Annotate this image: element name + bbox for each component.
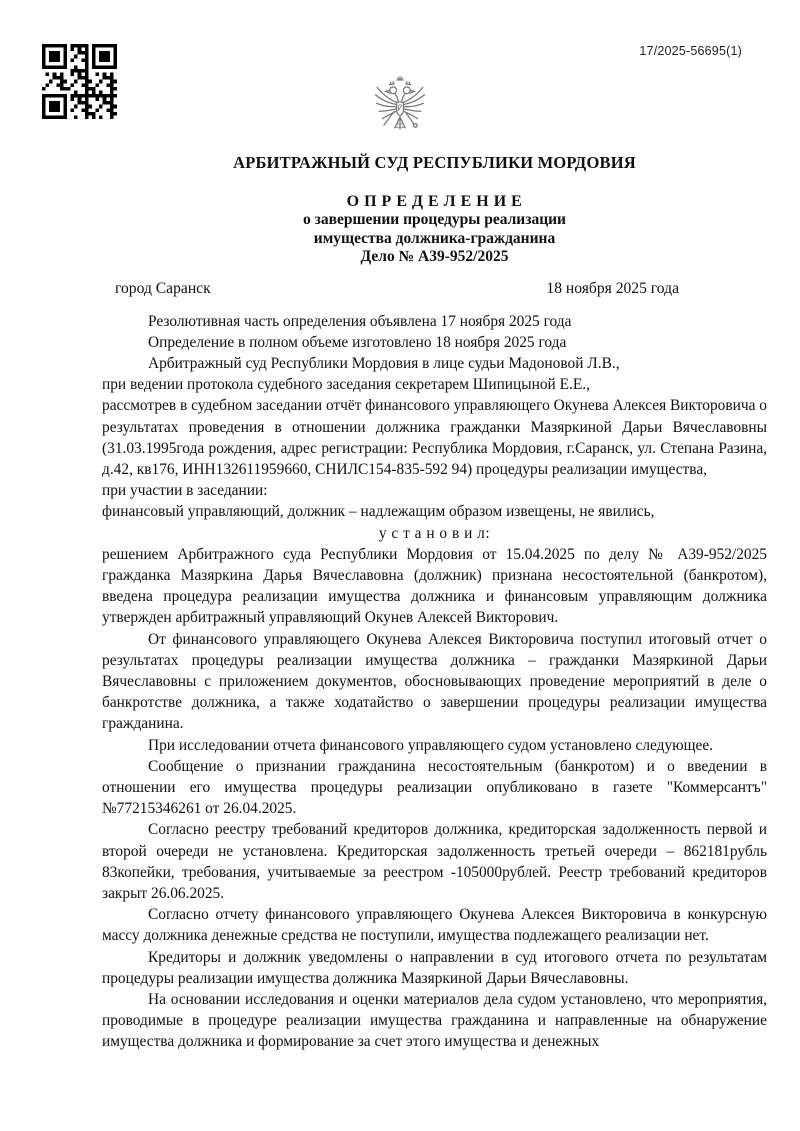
court-name: АРБИТРАЖНЫЙ СУД РЕСПУБЛИКИ МОРДОВИЯ — [233, 153, 636, 172]
body-paragraph: Резолютивная часть определения объявлена 17 ноября 2025 года — [148, 312, 572, 330]
body-paragraph: рассмотрев в судебном заседании отчёт финансового управляющего Окунева Алексея Викторовича о результатах проведения в отношении должника гражданки Мазяркиной Дарьи Вячеславовны (31.03.1995года рождения, адрес регистрации: Республика Мордовия, г.Саранск, ул. Степана Разина, д.42, кв176, ИНН132611959660, СНИЛС154-835-592 94) процедуры реализации имущества, — [102, 397, 767, 478]
document-subtitle-line1: о завершении процедуры реализации — [303, 211, 566, 228]
place-label: город Саранск — [115, 279, 211, 297]
coat-of-arms-icon — [0, 76, 800, 155]
body-paragraph: Определение в полном объеме изготовлено 18 ноября 2025 года — [148, 333, 567, 351]
body-paragraph: Сообщение о признании гражданина несостоятельным (банкротом) и о введении в отношении его имущества процедуры реализации опубликовано в газете "Коммерсантъ" №77215346261 от 26.04.2025. — [102, 757, 767, 818]
body-paragraph: На основании исследования и оценки материалов дела судом установлено, что мероприятия, проводимые в процедуре реализации имущества гражданина и направленные на обнаружение имущества должника и формирование за счет этого имущества и денежных — [102, 991, 767, 1051]
document-type: О П Р Е Д Е Л Е Н И Е — [346, 193, 523, 210]
body-paragraph: Согласно реестру требований кредиторов должника, кредиторская задолженность первой и второй очереди не установлена. Кредиторская задолженность третьей очереди – 862181рубль 83копейки, требования, учитываемые за реестром -105000рублей. Реестр требований кредиторов закрыт 26.06.2025. — [102, 821, 767, 902]
document-number: 17/2025-56695(1) — [639, 44, 742, 58]
date-label: 18 ноября 2025 года — [546, 279, 679, 297]
body-paragraph: Согласно отчету финансового управляющего Окунева Алексея Викторовича в конкурсную массу должника денежные средства не поступили, имущества подлежащего реализации нет. — [102, 906, 767, 945]
body-paragraph: Кредиторы и должник уведомлены о направлении в суд итогового отчета по результатам процедуры реализации имущества должника Мазяркиной Дарьи Вячеславовны. — [102, 948, 767, 987]
body-paragraph: решением Арбитражного суда Республики Мордовия от 15.04.2025 по делу № А39-952/2025 гражданка Мазяркина Дарья Вячеславовна (должник) признана несостоятельной (банкротом), введена процедура реализации имущества должника и финансовым управляющим должника утвержден арбитражный управляющий Окунев Алексей Викторович. — [102, 545, 767, 627]
place-date-row — [102, 280, 767, 298]
body-paragraph: при участии в заседании: — [102, 482, 268, 500]
body-paragraph: При исследовании отчета финансового управляющего судом установлено следующее. — [148, 736, 714, 754]
document-content — [102, 153, 767, 1053]
body-paragraph: у с т а н о в и л: — [378, 524, 491, 542]
body-paragraph: От финансового управляющего Окунева Алексея Викторовича поступил итоговый отчет о результатах процедуры реализации имущества должника – гражданки Мазяркиной Дарьи Вячеславовны с приложением документов, обосновывающих проведение мероприятий в деле о банкротстве должника, а также ходатайство о завершении процедуры реализации имущества гражданина. — [102, 630, 767, 733]
document-subtitle-line2: имущества должника-гражданина — [313, 229, 556, 247]
body-paragraph: финансовый управляющий, должник – надлежащим образом извещены, не явились, — [102, 503, 655, 521]
case-number: Дело № А39-952/2025 — [360, 248, 509, 265]
document-body — [102, 311, 767, 1053]
document-title-block — [102, 193, 767, 267]
body-paragraph: Арбитражный суд Республики Мордовия в лице судьи Мадоновой Л.В., — [148, 354, 620, 372]
body-paragraph: при ведении протокола судебного заседания секретарем Шипицыной Е.Е., — [102, 376, 590, 394]
